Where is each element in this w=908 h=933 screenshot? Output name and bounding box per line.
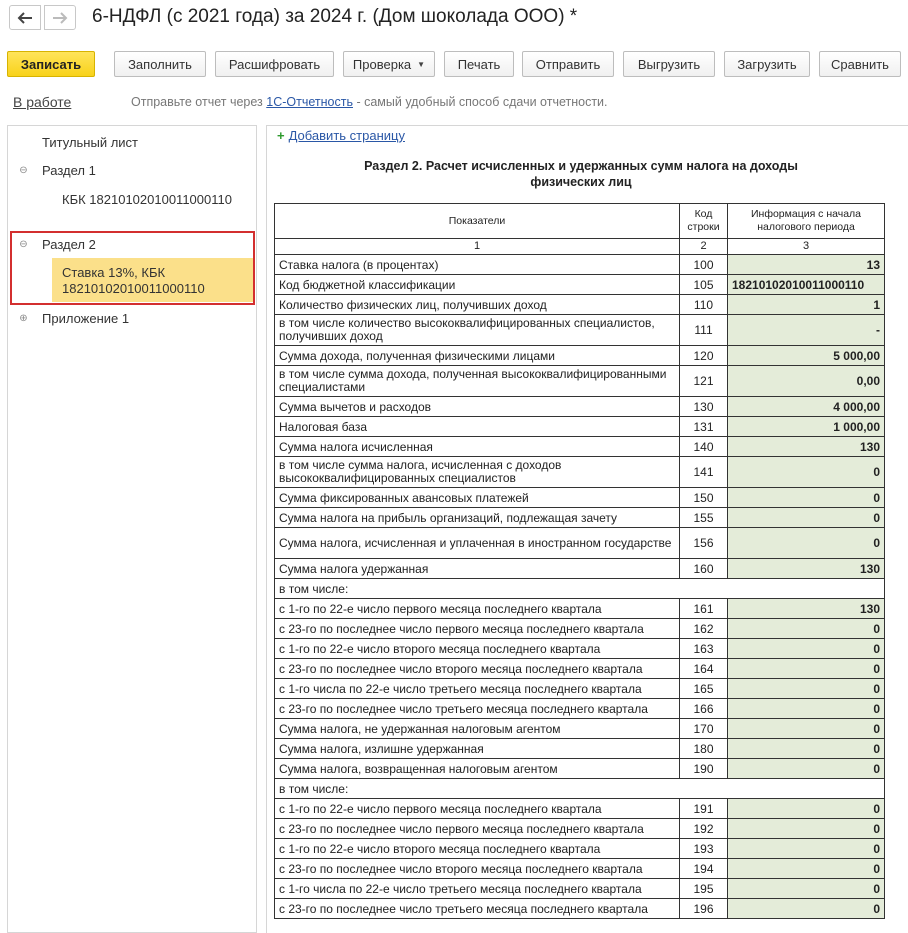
table-row: [275, 859, 885, 879]
row-value-cell[interactable]: 0: [728, 739, 885, 759]
row-label: Сумма вычетов и расходов: [275, 397, 680, 417]
row-label: Сумма налога, не удержанная налоговым агентом: [275, 719, 680, 739]
table-row: [275, 508, 885, 528]
table-row: [275, 437, 885, 457]
table-row: [275, 739, 885, 759]
row-value-cell[interactable]: -: [728, 315, 885, 346]
table-row: [275, 719, 885, 739]
table-row: [275, 457, 885, 488]
row-label: с 23-го по последнее число третьего месяца последнего квартала: [275, 699, 680, 719]
row-label: Сумма налога на прибыль организаций, подлежащая зачету: [275, 508, 680, 528]
row-code: 191: [680, 799, 728, 819]
toolbar: [0, 51, 908, 77]
row-code: 141: [680, 457, 728, 488]
row-code: 190: [680, 759, 728, 779]
row-label: с 23-го по последнее число второго месяца последнего квартала: [275, 859, 680, 879]
row-value-cell[interactable]: 4 000,00: [728, 397, 885, 417]
row-value-cell[interactable]: 0: [728, 879, 885, 899]
row-code: 165: [680, 679, 728, 699]
row-group-label: в том числе:: [275, 779, 885, 799]
row-code: 164: [680, 659, 728, 679]
row-label: с 1-го по 22-е число первого месяца последнего квартала: [275, 599, 680, 619]
row-code: 163: [680, 639, 728, 659]
column-number: 2: [680, 239, 728, 255]
table-row: [275, 679, 885, 699]
decode-button[interactable]: Расшифровать: [215, 51, 334, 77]
tree-item-label: Раздел 1: [42, 163, 96, 178]
section-title: [347, 158, 815, 190]
table-row: [275, 315, 885, 346]
column-number: 3: [728, 239, 885, 255]
row-label: с 1-го по 22-е число второго месяца последнего квартала: [275, 639, 680, 659]
table-row: [275, 639, 885, 659]
row-code: 195: [680, 879, 728, 899]
check-button[interactable]: [343, 51, 435, 77]
column-number: 1: [275, 239, 680, 255]
row-code: 160: [680, 559, 728, 579]
row-label: Сумма фиксированных авансовых платежей: [275, 488, 680, 508]
row-value-cell[interactable]: 0: [728, 528, 885, 559]
table-row: [275, 699, 885, 719]
row-code: 170: [680, 719, 728, 739]
column-header-info: Информация с начала налогового периода: [728, 204, 885, 239]
table-row: [275, 879, 885, 899]
tree-item-label: Приложение 1: [42, 311, 130, 326]
sections-tree: [7, 125, 257, 933]
table-row: [275, 599, 885, 619]
import-button[interactable]: Загрузить: [724, 51, 810, 77]
row-code: 120: [680, 346, 728, 366]
row-value-cell[interactable]: 130: [728, 559, 885, 579]
window-title: 6-НДФЛ (с 2021 года) за 2024 г. (Дом шоколада ООО) *: [92, 6, 578, 27]
row-label: Сумма дохода, полученная физическими лицами: [275, 346, 680, 366]
table-row: [275, 839, 885, 859]
row-code: 131: [680, 417, 728, 437]
tree-item-label: 18210102010011000110: [62, 281, 205, 296]
row-label: Количество физических лиц, получивших доход: [275, 295, 680, 315]
row-code: 111: [680, 315, 728, 346]
caret-down-icon: ▼: [417, 59, 426, 69]
status-hint: [131, 95, 608, 109]
row-code: 161: [680, 599, 728, 619]
row-value-cell[interactable]: 0: [728, 508, 885, 528]
tree-item-kbk-section-1[interactable]: КБК 18210102010011000110: [62, 192, 232, 207]
table-row: [275, 759, 885, 779]
row-code: 105: [680, 275, 728, 295]
section-title-line: Раздел 2. Расчет исчисленных и удержанных сумм налога на доходы: [364, 159, 798, 173]
add-page-link[interactable]: [277, 128, 405, 143]
row-value-cell[interactable]: 0: [728, 457, 885, 488]
table-row: [275, 295, 885, 315]
row-label: Код бюджетной классификации: [275, 275, 680, 295]
row-label: Сумма налога, исчисленная и уплаченная в иностранном государстве: [275, 528, 680, 559]
table-row: [275, 559, 885, 579]
row-code: 155: [680, 508, 728, 528]
reporting-link[interactable]: 1С-Отчетность: [266, 95, 353, 109]
row-code: 180: [680, 739, 728, 759]
row-group-label: в том числе:: [275, 579, 885, 599]
send-button[interactable]: Отправить: [522, 51, 614, 77]
row-code: 162: [680, 619, 728, 639]
row-label: с 23-го по последнее число первого месяца последнего квартала: [275, 819, 680, 839]
table-row: [275, 275, 885, 295]
row-code: 110: [680, 295, 728, 315]
table-row: [275, 799, 885, 819]
row-value-cell[interactable]: 0: [728, 699, 885, 719]
row-label: Сумма налога, излишне удержанная: [275, 739, 680, 759]
row-value-cell[interactable]: 0: [728, 488, 885, 508]
row-label: Сумма налога исчисленная: [275, 437, 680, 457]
fill-button[interactable]: Заполнить: [114, 51, 206, 77]
row-label: в том числе сумма дохода, полученная высококвалифицированными специалистами: [275, 366, 680, 397]
table-row: [275, 619, 885, 639]
hint-text: Отправьте отчет через: [131, 95, 267, 109]
row-code: 166: [680, 699, 728, 719]
row-label: с 1-го числа по 22-е число третьего месяца последнего квартала: [275, 679, 680, 699]
row-label: с 23-го по последнее число третьего месяца последнего квартала: [275, 899, 680, 919]
row-value-cell[interactable]: 1: [728, 295, 885, 315]
plus-circle-icon[interactable]: ⊕: [19, 313, 28, 324]
table-row: [275, 397, 885, 417]
arrow-right-icon: [52, 12, 68, 24]
row-code: 140: [680, 437, 728, 457]
row-value-cell[interactable]: 5 000,00: [728, 346, 885, 366]
tree-item-label: Раздел 2: [42, 237, 96, 252]
row-code: 196: [680, 899, 728, 919]
row-label: Сумма налога удержанная: [275, 559, 680, 579]
row-value-cell[interactable]: 0: [728, 719, 885, 739]
table-row: [275, 366, 885, 397]
row-label: в том числе количество высококвалифицированных специалистов, получивших доход: [275, 315, 680, 346]
section-title-line: физических лиц: [530, 175, 632, 189]
row-value-cell[interactable]: 0: [728, 859, 885, 879]
table-row: [275, 819, 885, 839]
row-code: 194: [680, 859, 728, 879]
export-button[interactable]: Выгрузить: [623, 51, 715, 77]
row-value-cell[interactable]: 0: [728, 799, 885, 819]
row-label: Ставка налога (в процентах): [275, 255, 680, 275]
table-row: [275, 346, 885, 366]
row-value-cell[interactable]: 0: [728, 659, 885, 679]
row-code: 121: [680, 366, 728, 397]
row-value-cell[interactable]: 0: [728, 679, 885, 699]
save-button[interactable]: Записать: [7, 51, 95, 77]
row-code: 156: [680, 528, 728, 559]
check-button-label: Проверка: [352, 56, 412, 72]
minus-circle-icon[interactable]: ⊖: [19, 165, 28, 176]
row-label: с 23-го по последнее число первого месяца последнего квартала: [275, 619, 680, 639]
section-2-table: [274, 203, 885, 919]
row-value-cell[interactable]: 130: [728, 599, 885, 619]
row-value-cell[interactable]: 0: [728, 639, 885, 659]
column-header-indicators: Показатели: [275, 204, 680, 239]
row-value-cell[interactable]: 0: [728, 759, 885, 779]
plus-icon: +: [277, 128, 285, 143]
table-row: [275, 417, 885, 437]
row-label: Сумма налога, возвращенная налоговым агентом: [275, 759, 680, 779]
row-code: 100: [680, 255, 728, 275]
status-link[interactable]: В работе: [13, 94, 72, 110]
table-row: [275, 528, 885, 559]
table-row: [275, 659, 885, 679]
row-code: 150: [680, 488, 728, 508]
tree-item-label: Ставка 13%, КБК: [62, 265, 166, 280]
minus-circle-icon[interactable]: ⊖: [19, 239, 28, 250]
table-row: [275, 779, 885, 799]
row-value-cell[interactable]: 130: [728, 437, 885, 457]
tree-item-label: Титульный лист: [42, 135, 139, 150]
row-code: 193: [680, 839, 728, 859]
row-label: Налоговая база: [275, 417, 680, 437]
row-label: с 1-го по 22-е число первого месяца последнего квартала: [275, 799, 680, 819]
compare-button[interactable]: Сравнить: [819, 51, 901, 77]
status-line: [0, 94, 908, 114]
row-label: в том числе сумма налога, исчисленная с доходов высококвалифицированных специалистов: [275, 457, 680, 488]
table-row: [275, 488, 885, 508]
table-row: [275, 255, 885, 275]
row-value-cell[interactable]: 0: [728, 899, 885, 919]
hint-text-end: - самый удобный способ сдачи отчетности.: [352, 95, 608, 109]
row-code: 192: [680, 819, 728, 839]
report-form: [266, 125, 908, 933]
forward-button[interactable]: [44, 5, 76, 30]
row-label: с 1-го по 22-е число второго месяца последнего квартала: [275, 839, 680, 859]
column-header-code: Код строки: [680, 204, 728, 239]
print-button[interactable]: Печать: [444, 51, 514, 77]
row-value-cell[interactable]: 18210102010011000110: [728, 275, 885, 295]
row-value-cell[interactable]: 0: [728, 819, 885, 839]
back-button[interactable]: [9, 5, 41, 30]
row-value-cell[interactable]: 0,00: [728, 366, 885, 397]
row-value-cell[interactable]: 0: [728, 839, 885, 859]
tree-item-rate-13[interactable]: [62, 265, 205, 297]
row-label: с 1-го числа по 22-е число третьего месяца последнего квартала: [275, 879, 680, 899]
arrow-left-icon: [17, 12, 33, 24]
title-bar: [0, 0, 908, 40]
table-row: [275, 899, 885, 919]
row-value-cell[interactable]: 13: [728, 255, 885, 275]
row-value-cell[interactable]: 0: [728, 619, 885, 639]
row-value-cell[interactable]: 1 000,00: [728, 417, 885, 437]
row-label: с 23-го по последнее число второго месяца последнего квартала: [275, 659, 680, 679]
table-row: [275, 579, 885, 599]
add-page-label: Добавить страницу: [288, 128, 405, 143]
row-code: 130: [680, 397, 728, 417]
